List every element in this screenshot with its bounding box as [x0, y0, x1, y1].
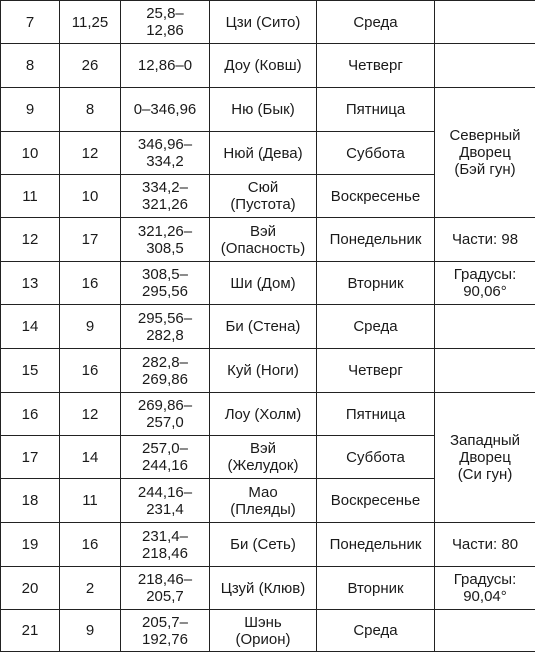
- row-number: 11: [1, 175, 60, 218]
- table-row: [1, 44, 535, 88]
- table-row: [1, 349, 535, 393]
- parts-cell: 9: [60, 305, 121, 349]
- row-number: 10: [1, 132, 60, 175]
- weekday-cell: Вторник: [317, 262, 435, 305]
- degrees-cell: 334,2– 321,26: [121, 175, 210, 218]
- row-number: 7: [1, 1, 60, 44]
- row-number: 19: [1, 523, 60, 567]
- degrees-cell: 205,7– 192,76: [121, 610, 210, 652]
- west-degrees-cell: Градусы: 90,04°: [435, 567, 535, 610]
- degrees-cell: 12,86–0: [121, 44, 210, 88]
- degrees-cell: 218,46– 205,7: [121, 567, 210, 610]
- north-degrees-cell: Градусы: 90,06°: [435, 262, 535, 305]
- row-number: 18: [1, 479, 60, 523]
- degrees-cell: 257,0– 244,16: [121, 436, 210, 479]
- degrees-cell: 231,4– 218,46: [121, 523, 210, 567]
- group-empty-cell: [435, 1, 535, 44]
- weekday-cell: Среда: [317, 305, 435, 349]
- mansion-cell: Ши (Дом): [210, 262, 317, 305]
- group-empty-cell: [435, 305, 535, 349]
- parts-cell: 2: [60, 567, 121, 610]
- parts-cell: 16: [60, 523, 121, 567]
- parts-cell: 11,25: [60, 1, 121, 44]
- weekday-cell: Понедельник: [317, 218, 435, 262]
- degrees-cell: 346,96– 334,2: [121, 132, 210, 175]
- table-row: [1, 218, 535, 262]
- parts-cell: 10: [60, 175, 121, 218]
- parts-cell: 12: [60, 393, 121, 436]
- degrees-cell: 282,8– 269,86: [121, 349, 210, 393]
- group-empty-cell: [435, 610, 535, 652]
- weekday-cell: Воскресенье: [317, 479, 435, 523]
- row-number: 15: [1, 349, 60, 393]
- mansion-cell: Лоу (Холм): [210, 393, 317, 436]
- parts-cell: 9: [60, 610, 121, 652]
- parts-cell: 26: [60, 44, 121, 88]
- parts-cell: 16: [60, 349, 121, 393]
- weekday-cell: Четверг: [317, 44, 435, 88]
- degrees-cell: 308,5– 295,56: [121, 262, 210, 305]
- degrees-cell: 25,8– 12,86: [121, 1, 210, 44]
- row-number: 16: [1, 393, 60, 436]
- row-number: 9: [1, 88, 60, 132]
- table-row: [1, 567, 535, 610]
- mansion-cell: Нюй (Дева): [210, 132, 317, 175]
- mansion-cell: Доу (Ковш): [210, 44, 317, 88]
- degrees-cell: 295,56– 282,8: [121, 305, 210, 349]
- weekday-cell: Четверг: [317, 349, 435, 393]
- row-number: 12: [1, 218, 60, 262]
- mansion-cell: Вэй (Желудок): [210, 436, 317, 479]
- west-palace-cell: Западный Дворец (Си гун): [435, 393, 535, 523]
- mansion-cell: Би (Сеть): [210, 523, 317, 567]
- mansion-cell: Вэй (Опасность): [210, 218, 317, 262]
- weekday-cell: Суббота: [317, 436, 435, 479]
- table-row: [1, 1, 535, 44]
- table-row: [1, 88, 535, 132]
- degrees-cell: 269,86– 257,0: [121, 393, 210, 436]
- west-parts-cell: Части: 80: [435, 523, 535, 567]
- parts-cell: 16: [60, 262, 121, 305]
- mansion-cell: Куй (Ноги): [210, 349, 317, 393]
- table-row: [1, 610, 535, 652]
- table-row: [1, 523, 535, 567]
- mansion-cell: Ню (Бык): [210, 88, 317, 132]
- mansion-cell: Цзи (Сито): [210, 1, 317, 44]
- group-empty-cell: [435, 349, 535, 393]
- degrees-cell: 321,26– 308,5: [121, 218, 210, 262]
- degrees-cell: 0–346,96: [121, 88, 210, 132]
- weekday-cell: Суббота: [317, 132, 435, 175]
- row-number: 20: [1, 567, 60, 610]
- parts-cell: 8: [60, 88, 121, 132]
- parts-cell: 12: [60, 132, 121, 175]
- weekday-cell: Воскресенье: [317, 175, 435, 218]
- table-row: [1, 262, 535, 305]
- mansion-cell: Сюй (Пустота): [210, 175, 317, 218]
- row-number: 13: [1, 262, 60, 305]
- weekday-cell: Вторник: [317, 567, 435, 610]
- mansion-cell: Цзуй (Клюв): [210, 567, 317, 610]
- mansion-cell: Би (Стена): [210, 305, 317, 349]
- row-number: 21: [1, 610, 60, 652]
- mansion-cell: Шэнь (Орион): [210, 610, 317, 652]
- mansion-cell: Мао (Плеяды): [210, 479, 317, 523]
- north-parts-cell: Части: 98: [435, 218, 535, 262]
- weekday-cell: Среда: [317, 610, 435, 652]
- weekday-cell: Понедельник: [317, 523, 435, 567]
- row-number: 8: [1, 44, 60, 88]
- parts-cell: 11: [60, 479, 121, 523]
- weekday-cell: Пятница: [317, 393, 435, 436]
- degrees-cell: 244,16– 231,4: [121, 479, 210, 523]
- row-number: 14: [1, 305, 60, 349]
- north-palace-cell: Северный Дворец (Бэй гун): [435, 88, 535, 218]
- weekday-cell: Среда: [317, 1, 435, 44]
- row-number: 17: [1, 436, 60, 479]
- table-row: [1, 393, 535, 436]
- weekday-cell: Пятница: [317, 88, 435, 132]
- group-empty-cell: [435, 44, 535, 88]
- parts-cell: 17: [60, 218, 121, 262]
- parts-cell: 14: [60, 436, 121, 479]
- table-row: [1, 305, 535, 349]
